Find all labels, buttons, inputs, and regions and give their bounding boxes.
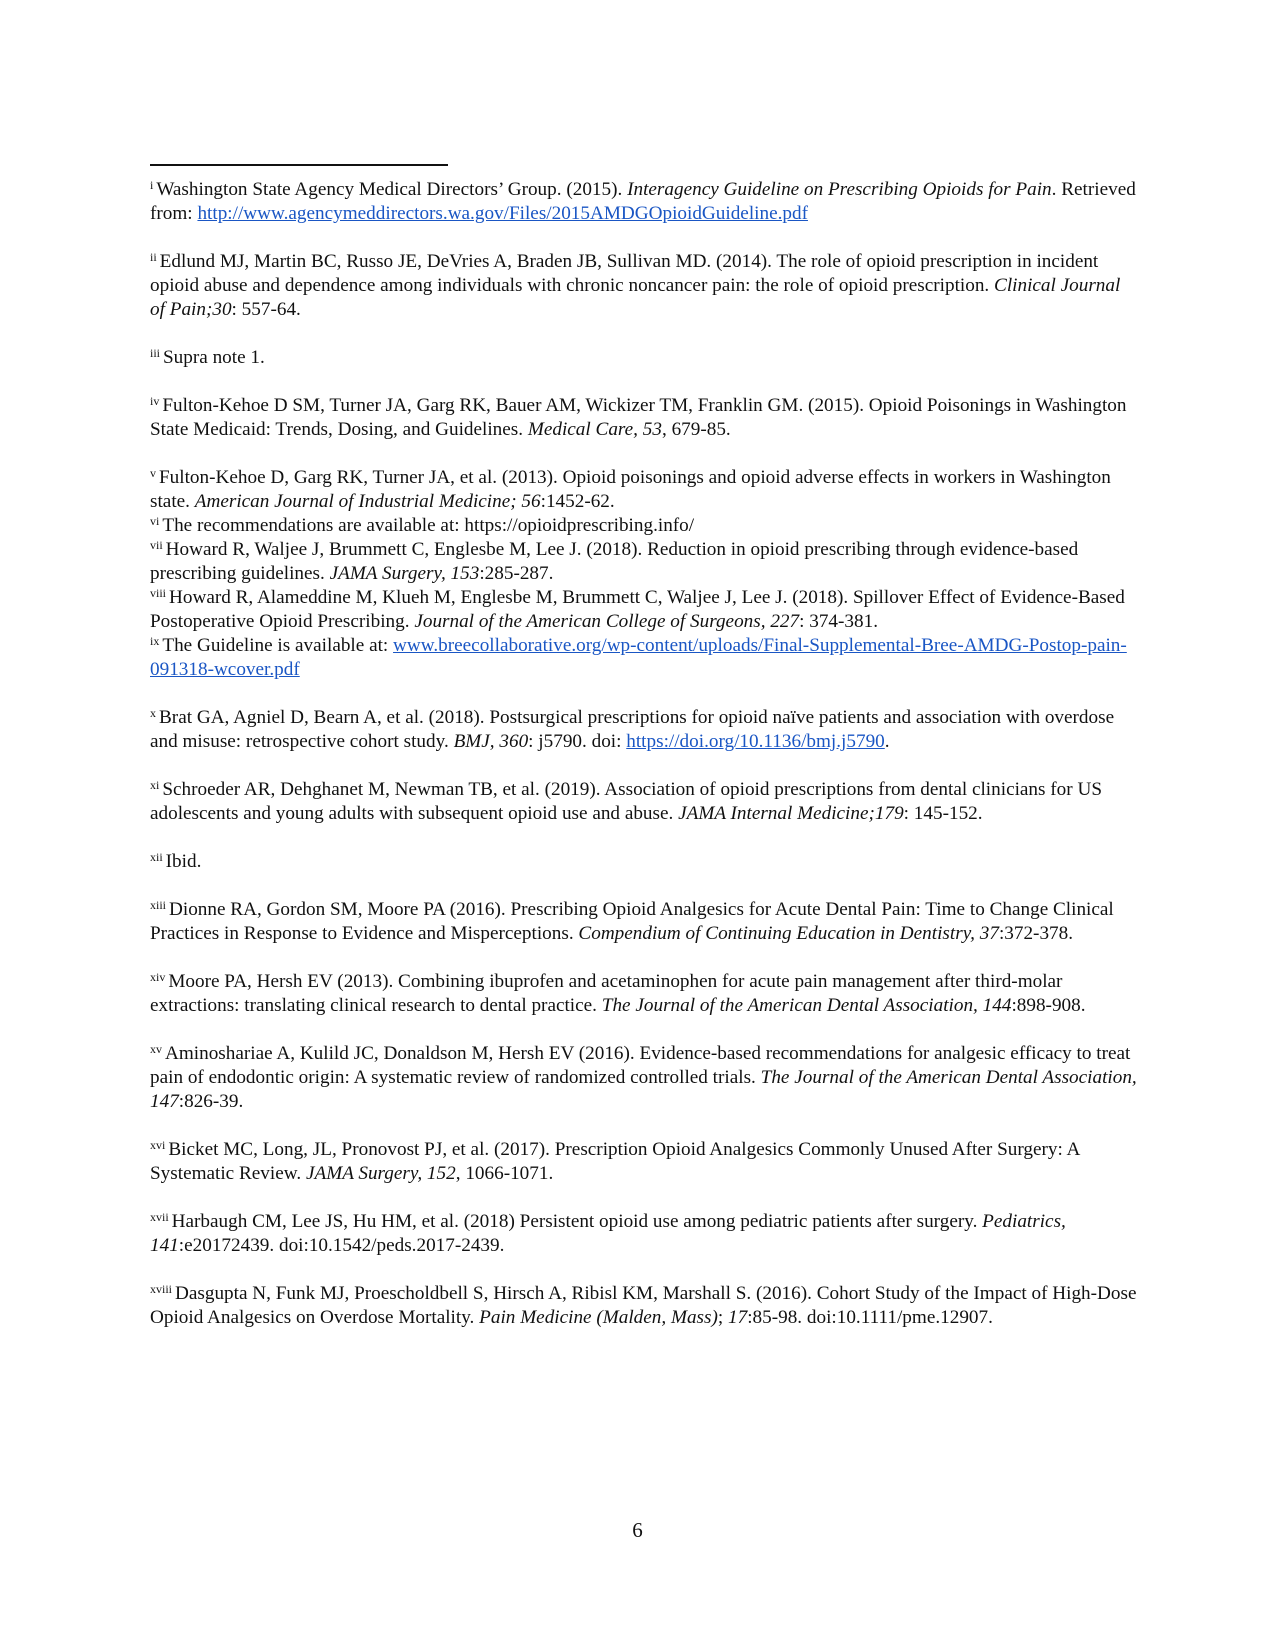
footnote-marker: i <box>150 178 154 192</box>
citation-source: Journal of the American College of Surgeons, 227 <box>414 611 800 632</box>
footnote-10 <box>150 706 1140 754</box>
footnote-link[interactable]: www.breecollaborative.org/wp-content/uploads/Final-Supplemental-Bree-AMDG-Postop-pain-091318-wcover.pdf <box>150 635 1127 680</box>
citation-text: ; <box>717 1307 729 1328</box>
citation-text: :85-98. doi:10.1111/pme.12907. <box>747 1307 993 1328</box>
citation-text: : 145-152. <box>903 803 983 824</box>
citation-text: Howard R, Alameddine M, Klueh M, Englesbe M, Brummett C, Waljee J, Lee J. (2018). Spillover Effect of Evidence-Based Postoperative Opioid Prescribing. <box>150 587 1125 632</box>
footnote-13 <box>150 898 1140 946</box>
footnote-1 <box>150 178 1140 226</box>
footnote-marker: xiii <box>150 898 167 912</box>
footnote-7-text <box>150 539 1078 584</box>
footnote-link[interactable]: http://www.agencymeddirectors.wa.gov/Files/2015AMDGOpioidGuideline.pdf <box>197 203 808 224</box>
footnote-2-text <box>150 251 1120 320</box>
citation-text: Brat GA, Agniel D, Bearn A, et al. (2018). Postsurgical prescriptions for opioid naïve patients and association with overdose and misuse: retrospective cohort study. <box>150 707 1115 752</box>
footnote-1-text <box>150 179 1136 224</box>
citation-source: Pediatrics, 141 <box>150 1211 1066 1256</box>
footnote-5-text <box>150 467 1111 512</box>
footnote-17-text <box>150 1211 1066 1256</box>
citation-text: Dionne RA, Gordon SM, Moore PA (2016). Prescribing Opioid Analgesics for Acute Dental Pain: Time to Change Clinical Practices in Response to Evidence and Misperceptions. <box>150 899 1114 944</box>
citation-text: Howard R, Waljee J, Brummett C, Englesbe M, Lee J. (2018). Reduction in opioid prescribing through evidence-based prescribing guidelines. <box>150 539 1079 584</box>
footnote-6 <box>150 514 1140 538</box>
citation-text: The Guideline is available at: <box>162 635 394 656</box>
citation-text: :898-908. <box>1011 995 1086 1016</box>
footnote-17 <box>150 1210 1140 1258</box>
citation-text: Fulton-Kehoe D SM, Turner JA, Garg RK, Bauer AM, Wickizer TM, Franklin GM. (2015). Opioid Poisonings in Washington State Medicaid: Trends, Dosing, and Guidelines. <box>150 395 1127 440</box>
footnote-8 <box>150 586 1140 634</box>
footnote-marker: xi <box>150 778 160 792</box>
footnote-marker: x <box>150 706 156 720</box>
footnote-marker: ii <box>150 250 157 264</box>
citation-text: : 374-381. <box>799 611 878 632</box>
footnote-link[interactable]: https://doi.org/10.1136/bmj.j5790 <box>626 731 885 752</box>
footnote-9-text <box>150 635 1127 680</box>
page-number: 6 <box>632 1518 643 1542</box>
footnote-18-text <box>150 1283 1136 1328</box>
citation-text: : j5790. doi: <box>528 731 627 752</box>
citation-source: 17 <box>728 1307 748 1328</box>
footnote-marker: iii <box>150 346 161 360</box>
citation-source: JAMA Surgery, 153 <box>329 563 480 584</box>
footnote-marker: ix <box>150 634 160 648</box>
citation-source: BMJ, 360 <box>453 731 529 752</box>
citation-text: , 679-85. <box>661 419 731 440</box>
footnote-7 <box>150 538 1140 586</box>
footnote-marker: xvi <box>150 1138 166 1152</box>
citation-text: Dasgupta N, Funk MJ, Proescholdbell S, Hirsch A, Ribisl KM, Marshall S. (2016). Cohort Study of the Impact of High-Dose Opioid Analgesics on Overdose Mortality. <box>150 1283 1137 1328</box>
footnote-15 <box>150 1042 1140 1114</box>
footnote-marker: vii <box>150 538 163 552</box>
footnote-marker: iv <box>150 394 160 408</box>
citation-text: Ibid. <box>165 851 202 872</box>
footnote-14 <box>150 970 1140 1018</box>
footnote-2 <box>150 250 1140 322</box>
footnotes-list <box>150 178 1140 1330</box>
footnote-12-text <box>166 851 202 872</box>
citation-text: Washington State Agency Medical Directors’ Group. (2015). <box>156 179 628 200</box>
footnote-marker: xviii <box>150 1282 173 1296</box>
citation-text: Aminoshariae A, Kulild JC, Donaldson M, Hersh EV (2016). Evidence-based recommendations for analgesic efficacy to treat pain of endodontic origin: A systematic review of randomized controlled trials. <box>150 1043 1131 1088</box>
citation-text: :1452-62. <box>540 491 615 512</box>
footnote-marker: xiv <box>150 970 166 984</box>
footnote-11 <box>150 778 1140 826</box>
citation-text: Harbaugh CM, Lee JS, Hu HM, et al. (2018) Persistent opioid use among pediatric patients after surgery. <box>171 1211 983 1232</box>
citation-source: American Journal of Industrial Medicine; 56 <box>194 491 541 512</box>
citation-source: Compendium of Continuing Education in Dentistry, 37 <box>578 923 999 944</box>
citation-source: The Journal of the American Dental Association, 147 <box>150 1067 1137 1112</box>
footnote-18 <box>150 1282 1140 1330</box>
citation-text: :372-378. <box>998 923 1074 944</box>
citation-text: . Retrieved from: <box>150 179 1136 224</box>
footnote-14-text <box>150 971 1086 1016</box>
citation-text: : 557-64. <box>231 299 301 320</box>
citation-source: JAMA Surgery, 152 <box>305 1163 456 1184</box>
footnote-9 <box>150 634 1140 682</box>
footnote-3-text <box>163 347 265 368</box>
citation-text: The recommendations are available at: https://opioidprescribing.info/ <box>162 515 695 536</box>
citation-source: Interagency Guideline on Prescribing Opioids for Pain <box>627 179 1052 200</box>
citation-text: Supra note 1. <box>163 347 265 368</box>
citation-text: , 1066-1071. <box>455 1163 554 1184</box>
citation-text: :826-39. <box>178 1091 244 1112</box>
footnote-6-text <box>162 515 694 536</box>
footnote-5 <box>150 466 1140 514</box>
citation-text: :285-287. <box>479 563 554 584</box>
footnote-marker: xvii <box>150 1210 169 1224</box>
citation-source: Pain Medicine (Malden, Mass) <box>479 1307 718 1328</box>
citation-text: Edlund MJ, Martin BC, Russo JE, DeVries A, Braden JB, Sullivan MD. (2014). The role of opioid prescription in incident opioid abuse and dependence among individuals with chronic noncancer pain: the role of opioid prescription. <box>150 251 1099 296</box>
footnote-marker: viii <box>150 586 167 600</box>
footnote-12 <box>150 850 1140 874</box>
footnote-4 <box>150 394 1140 442</box>
footnote-marker: vi <box>150 514 160 528</box>
citation-text: Schroeder AR, Dehghanet M, Newman TB, et al. (2019). Association of opioid prescriptions from dental clinicians for US adolescents and young adults with subsequent opioid use and abuse. <box>150 779 1102 824</box>
footnote-13-text <box>150 899 1114 944</box>
footnote-8-text <box>150 587 1125 632</box>
citation-source: The Journal of the American Dental Association, 144 <box>601 995 1012 1016</box>
citation-text: . <box>884 731 890 752</box>
footnote-3 <box>150 346 1140 370</box>
footnote-marker: xv <box>150 1042 162 1056</box>
citation-text: Fulton-Kehoe D, Garg RK, Turner JA, et al. (2013). Opioid poisonings and opioid adverse effects in workers in Washington state. <box>150 467 1111 512</box>
citation-source: Medical Care, 53 <box>527 419 662 440</box>
citation-text: :e20172439. doi:10.1542/peds.2017-2439. <box>178 1235 505 1256</box>
citation-text: Moore PA, Hersh EV (2013). Combining ibuprofen and acetaminophen for acute pain management after third-molar extractions: translating clinical research to dental practice. <box>150 971 1063 1016</box>
footnote-15-text <box>150 1043 1137 1112</box>
footnote-11-text <box>150 779 1102 824</box>
footnote-marker: xii <box>150 850 163 864</box>
citation-source: JAMA Internal Medicine;179 <box>678 803 904 824</box>
citation-source: Clinical Journal of Pain;30 <box>150 275 1121 320</box>
footnote-marker: v <box>150 466 156 480</box>
footnote-4-text <box>150 395 1127 440</box>
footnote-16 <box>150 1138 1140 1186</box>
citation-text: Bicket MC, Long, JL, Pronovost PJ, et al. (2017). Prescription Opioid Analgesics Commonly Unused After Surgery: A Systematic Review. <box>150 1139 1080 1184</box>
footnote-separator <box>150 164 448 166</box>
footnote-10-text <box>150 707 1114 752</box>
footnote-16-text <box>150 1139 1079 1184</box>
